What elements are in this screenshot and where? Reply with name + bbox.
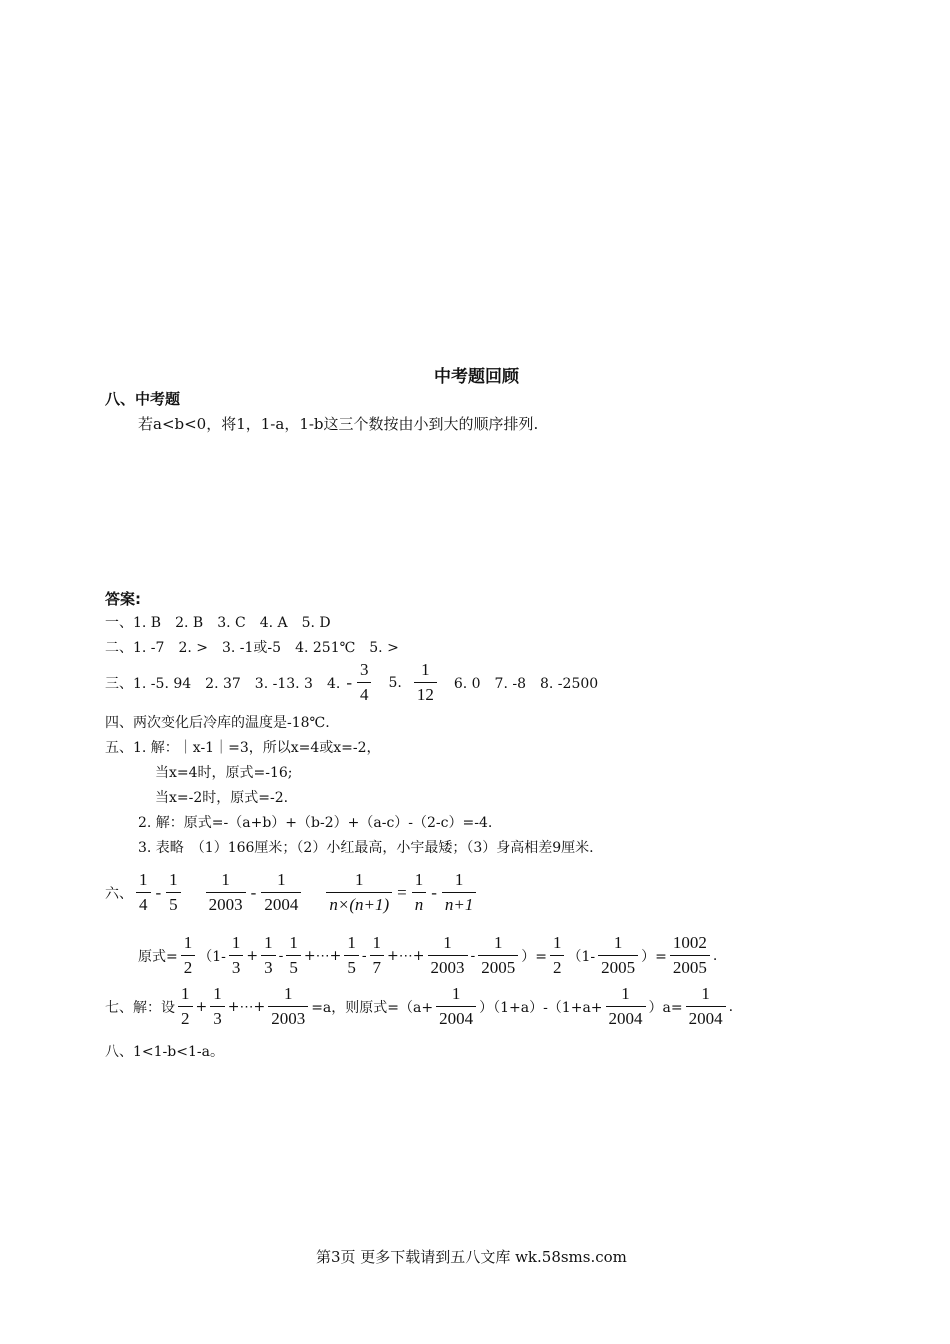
denominator: 2 xyxy=(181,1009,190,1028)
denominator: 4 xyxy=(139,895,148,914)
denominator: 2005 xyxy=(672,958,707,977)
denominator: 2 xyxy=(552,958,562,977)
expr-text: （1- xyxy=(567,948,596,965)
expr-text: ）（1+a）-（1+a+ xyxy=(479,999,603,1016)
line3-prefix: 三、1. -5. 94 2. 37 3. -13. 3 4. xyxy=(105,675,341,692)
expr-text: +⋯+ xyxy=(387,947,425,964)
denominator: 2005 xyxy=(601,958,636,977)
denominator: n+1 xyxy=(444,895,474,914)
denominator: 5 xyxy=(169,895,178,914)
numerator: 1 xyxy=(166,870,181,893)
numerator: 1 xyxy=(178,984,193,1007)
expr-prefix: 原式= xyxy=(138,948,178,965)
expr-text: =a，则原式=（a+ xyxy=(311,999,434,1016)
numerator: 1 xyxy=(286,933,301,956)
denominator: 4 xyxy=(359,685,369,704)
numerator: 3 xyxy=(357,660,372,683)
denominator: 5 xyxy=(347,958,356,977)
answer-line-1: 一、1. B 2. B 3. C 4. A 5. D xyxy=(105,615,331,631)
fraction xyxy=(261,870,301,915)
expr-text: - xyxy=(470,947,476,964)
fraction xyxy=(229,933,244,978)
expr-text: +⋯+ xyxy=(303,947,342,964)
answer-line-5e: 3. 表略 （1）166厘米；（2）小红最高，小宇最矮；（3）身高相差9厘米. xyxy=(138,840,594,856)
section-heading: 八、中考题 xyxy=(105,390,181,408)
answer-line-5d: 2. 解：原式=-（a+b）+（b-2）+（a-c）-（2-c）=-4. xyxy=(138,815,493,831)
answer-line-5b: 当x=4时，原式=-16; xyxy=(155,765,293,781)
expr-text: - xyxy=(361,947,367,964)
operator: - xyxy=(155,882,162,902)
expr-prefix: 七、解：设 xyxy=(105,999,175,1016)
operator: - xyxy=(431,882,437,902)
fraction xyxy=(412,870,427,915)
fraction xyxy=(357,660,372,705)
fraction xyxy=(550,933,565,978)
denominator: 2003 xyxy=(430,958,465,977)
numerator: 1 xyxy=(550,933,565,956)
denominator: 2004 xyxy=(264,895,299,914)
operator: - xyxy=(250,882,257,902)
denominator: 5 xyxy=(289,958,298,977)
expr-text: . xyxy=(728,998,734,1015)
numerator: 1 xyxy=(606,984,646,1007)
denominator: 7 xyxy=(372,958,382,977)
answer-line-8: 八、1<1-b<1-a。 xyxy=(105,1044,224,1060)
denominator: 2003 xyxy=(271,1009,306,1028)
page-footer: 第3页 更多下载请到五八文库 wk.58sms.com xyxy=(316,1248,627,1266)
numerator: 1 xyxy=(412,870,427,893)
numerator: 1 xyxy=(370,933,385,956)
answer-line-6 xyxy=(105,870,479,915)
fraction xyxy=(370,933,385,978)
page-title: 中考题回顾 xyxy=(434,367,519,387)
fraction xyxy=(436,984,476,1029)
expr-text: ）a= xyxy=(648,999,683,1016)
denominator: 2005 xyxy=(481,958,516,977)
fraction xyxy=(178,984,193,1029)
equals-sign: = xyxy=(397,882,407,902)
answer-line-3 xyxy=(105,660,598,705)
fraction xyxy=(686,984,726,1029)
numerator: 1002 xyxy=(670,933,710,956)
numerator: 1 xyxy=(598,933,638,956)
numerator: 1 xyxy=(414,660,437,683)
denominator: 2004 xyxy=(439,1009,474,1028)
answer-line-7 xyxy=(105,984,733,1029)
denominator: n×(n+1) xyxy=(329,895,390,914)
numerator: 1 xyxy=(210,984,225,1007)
fraction xyxy=(268,984,308,1029)
numerator: 1 xyxy=(442,870,476,893)
answer-line-6b xyxy=(138,933,717,978)
denominator: 3 xyxy=(231,958,241,977)
denominator: 3 xyxy=(213,1009,222,1028)
numerator: 1 xyxy=(686,984,726,1007)
line3-mid: 5. xyxy=(388,674,402,691)
expr-text: + xyxy=(246,947,259,964)
expr-text: +⋯+ xyxy=(227,998,266,1015)
line3-neg: - xyxy=(346,672,352,692)
fraction xyxy=(598,933,638,978)
denominator: n xyxy=(414,895,424,914)
answer-line-2: 二、1. -7 2. > 3. -1或-5 4. 251℃ 5. > xyxy=(105,640,399,656)
numerator: 1 xyxy=(326,870,392,893)
numerator: 1 xyxy=(206,870,246,893)
expr-text: ）= xyxy=(521,948,547,965)
question-text: 若a<b<0，将1，1-a，1-b这三个数按由小到大的顺序排列. xyxy=(138,415,539,433)
numerator: 1 xyxy=(229,933,244,956)
answer-line-4: 四、两次变化后冷库的温度是-18℃. xyxy=(105,715,330,731)
fraction xyxy=(326,870,392,915)
fraction xyxy=(261,933,276,978)
fraction xyxy=(136,870,151,915)
line6-label: 六、 xyxy=(105,885,133,902)
numerator: 1 xyxy=(261,933,276,956)
numerator: 1 xyxy=(344,933,359,956)
denominator: 2004 xyxy=(688,1009,723,1028)
fraction xyxy=(428,933,468,978)
numerator: 1 xyxy=(436,984,476,1007)
fraction xyxy=(414,660,437,705)
fraction xyxy=(606,984,646,1029)
denominator: 3 xyxy=(264,958,273,977)
answer-line-5a: 五、1. 解：｜x-1｜=3，所以x=4或x=-2， xyxy=(105,740,381,756)
fraction xyxy=(670,933,710,978)
answer-line-5c: 当x=-2时，原式=-2. xyxy=(155,790,289,806)
expr-text: ）= xyxy=(641,948,667,965)
expr-text: . xyxy=(712,947,718,964)
fraction xyxy=(166,870,181,915)
fraction xyxy=(181,933,196,978)
fraction xyxy=(478,933,518,978)
numerator: 1 xyxy=(268,984,308,1007)
expr-text: - xyxy=(278,947,284,964)
fraction xyxy=(344,933,359,978)
expr-text: + xyxy=(195,998,208,1015)
fraction xyxy=(442,870,476,915)
numerator: 1 xyxy=(181,933,196,956)
line3-suffix: 6. 0 7. -8 8. -2500 xyxy=(453,675,599,692)
denominator: 2003 xyxy=(208,895,243,914)
fraction xyxy=(210,984,225,1029)
numerator: 1 xyxy=(261,870,301,893)
expr-text: （1- xyxy=(198,948,226,965)
numerator: 1 xyxy=(136,870,151,893)
fraction xyxy=(286,933,301,978)
denominator: 2004 xyxy=(608,1009,643,1028)
answers-heading: 答案: xyxy=(105,590,141,608)
denominator: 12 xyxy=(416,685,434,704)
denominator: 2 xyxy=(183,958,193,977)
numerator: 1 xyxy=(478,933,518,956)
numerator: 1 xyxy=(428,933,468,956)
fraction xyxy=(206,870,246,915)
